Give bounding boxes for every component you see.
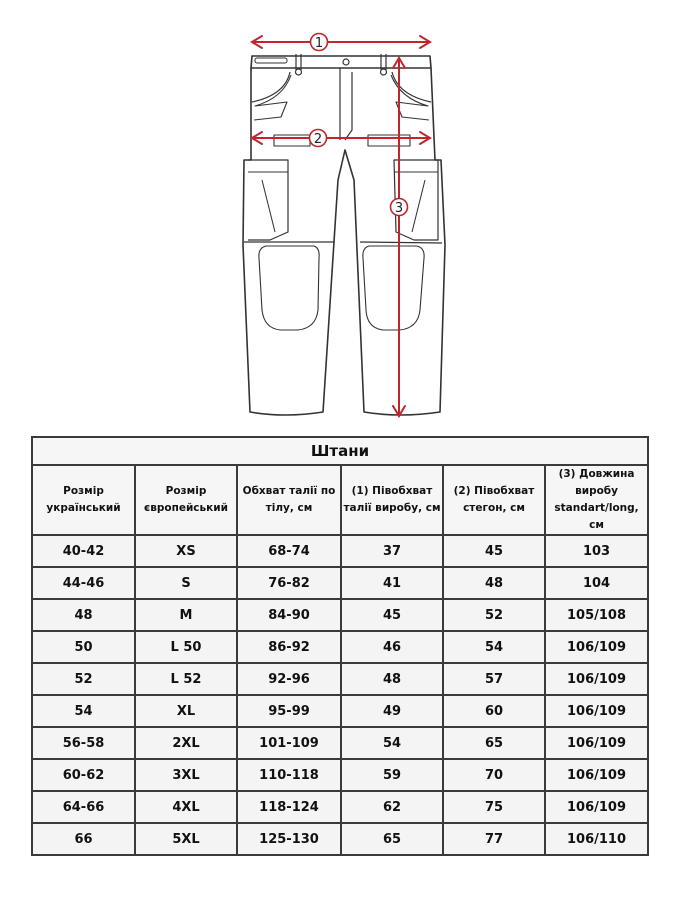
cell-length: 105/108	[545, 599, 648, 631]
cell-hip-half: 70	[443, 759, 545, 791]
cell-ukr-size: 52	[32, 663, 135, 695]
cell-hip-half: 75	[443, 791, 545, 823]
table-row	[32, 759, 648, 791]
cell-length: 106/109	[545, 663, 648, 695]
cell-eu-size: 3XL	[135, 759, 237, 791]
header-waist-half: (1) Півобхват талії виробу, см	[341, 465, 443, 535]
size-chart-table	[31, 436, 649, 856]
table-header-row	[32, 465, 648, 535]
cell-ukr-size: 54	[32, 695, 135, 727]
cell-length: 104	[545, 567, 648, 599]
marker-1-label: 1	[314, 36, 324, 51]
cell-body-waist: 86-92	[237, 631, 341, 663]
cell-eu-size: 5XL	[135, 823, 237, 855]
cell-waist-half: 49	[341, 695, 443, 727]
table-row	[32, 727, 648, 759]
table-row	[32, 599, 648, 631]
header-eu-size: Розмір європейський	[135, 465, 237, 535]
cell-waist-half: 54	[341, 727, 443, 759]
table-title: Штани	[32, 437, 648, 465]
cell-hip-half: 48	[443, 567, 545, 599]
cell-hip-half: 77	[443, 823, 545, 855]
cell-waist-half: 62	[341, 791, 443, 823]
cell-length: 106/110	[545, 823, 648, 855]
cell-waist-half: 65	[341, 823, 443, 855]
cell-eu-size: 4XL	[135, 791, 237, 823]
pants-drawing-icon	[0, 0, 679, 430]
cell-eu-size: XS	[135, 535, 237, 567]
header-ukr-size: Розмір український	[32, 465, 135, 535]
cell-eu-size: XL	[135, 695, 237, 727]
cell-ukr-size: 56-58	[32, 727, 135, 759]
cell-waist-half: 41	[341, 567, 443, 599]
cell-eu-size: L 50	[135, 631, 237, 663]
marker-2-label: 2	[313, 132, 323, 147]
header-body-waist: Обхват талії по тілу, см	[237, 465, 341, 535]
cell-eu-size: L 52	[135, 663, 237, 695]
cell-ukr-size: 48	[32, 599, 135, 631]
cell-body-waist: 101-109	[237, 727, 341, 759]
cell-body-waist: 118-124	[237, 791, 341, 823]
cell-hip-half: 65	[443, 727, 545, 759]
cell-waist-half: 46	[341, 631, 443, 663]
cell-eu-size: S	[135, 567, 237, 599]
cell-ukr-size: 44-46	[32, 567, 135, 599]
cell-length: 106/109	[545, 791, 648, 823]
cell-waist-half: 45	[341, 599, 443, 631]
cell-ukr-size: 50	[32, 631, 135, 663]
cell-length: 106/109	[545, 727, 648, 759]
marker-3-label: 3	[394, 201, 404, 216]
cell-length: 106/109	[545, 759, 648, 791]
cell-length: 106/109	[545, 695, 648, 727]
cell-eu-size: M	[135, 599, 237, 631]
cell-waist-half: 48	[341, 663, 443, 695]
cell-hip-half: 45	[443, 535, 545, 567]
cell-length: 103	[545, 535, 648, 567]
cell-body-waist: 125-130	[237, 823, 341, 855]
cell-eu-size: 2XL	[135, 727, 237, 759]
cell-hip-half: 54	[443, 631, 545, 663]
cell-waist-half: 37	[341, 535, 443, 567]
cell-hip-half: 57	[443, 663, 545, 695]
cell-length: 106/109	[545, 631, 648, 663]
cell-waist-half: 59	[341, 759, 443, 791]
table-row	[32, 631, 648, 663]
table-row	[32, 567, 648, 599]
cell-body-waist: 68-74	[237, 535, 341, 567]
cell-body-waist: 95-99	[237, 695, 341, 727]
table-row	[32, 535, 648, 567]
cell-ukr-size: 40-42	[32, 535, 135, 567]
table-row	[32, 823, 648, 855]
header-length: (3) Довжина виробу standart/long, см	[545, 465, 648, 535]
cell-hip-half: 60	[443, 695, 545, 727]
pants-measurement-diagram	[0, 0, 679, 430]
table-row	[32, 663, 648, 695]
header-hip-half: (2) Півобхват стегон, см	[443, 465, 545, 535]
cell-ukr-size: 60-62	[32, 759, 135, 791]
cell-body-waist: 110-118	[237, 759, 341, 791]
table-row	[32, 791, 648, 823]
cell-ukr-size: 66	[32, 823, 135, 855]
cell-body-waist: 92-96	[237, 663, 341, 695]
cell-body-waist: 76-82	[237, 567, 341, 599]
cell-ukr-size: 64-66	[32, 791, 135, 823]
table-row	[32, 695, 648, 727]
cell-hip-half: 52	[443, 599, 545, 631]
cell-body-waist: 84-90	[237, 599, 341, 631]
